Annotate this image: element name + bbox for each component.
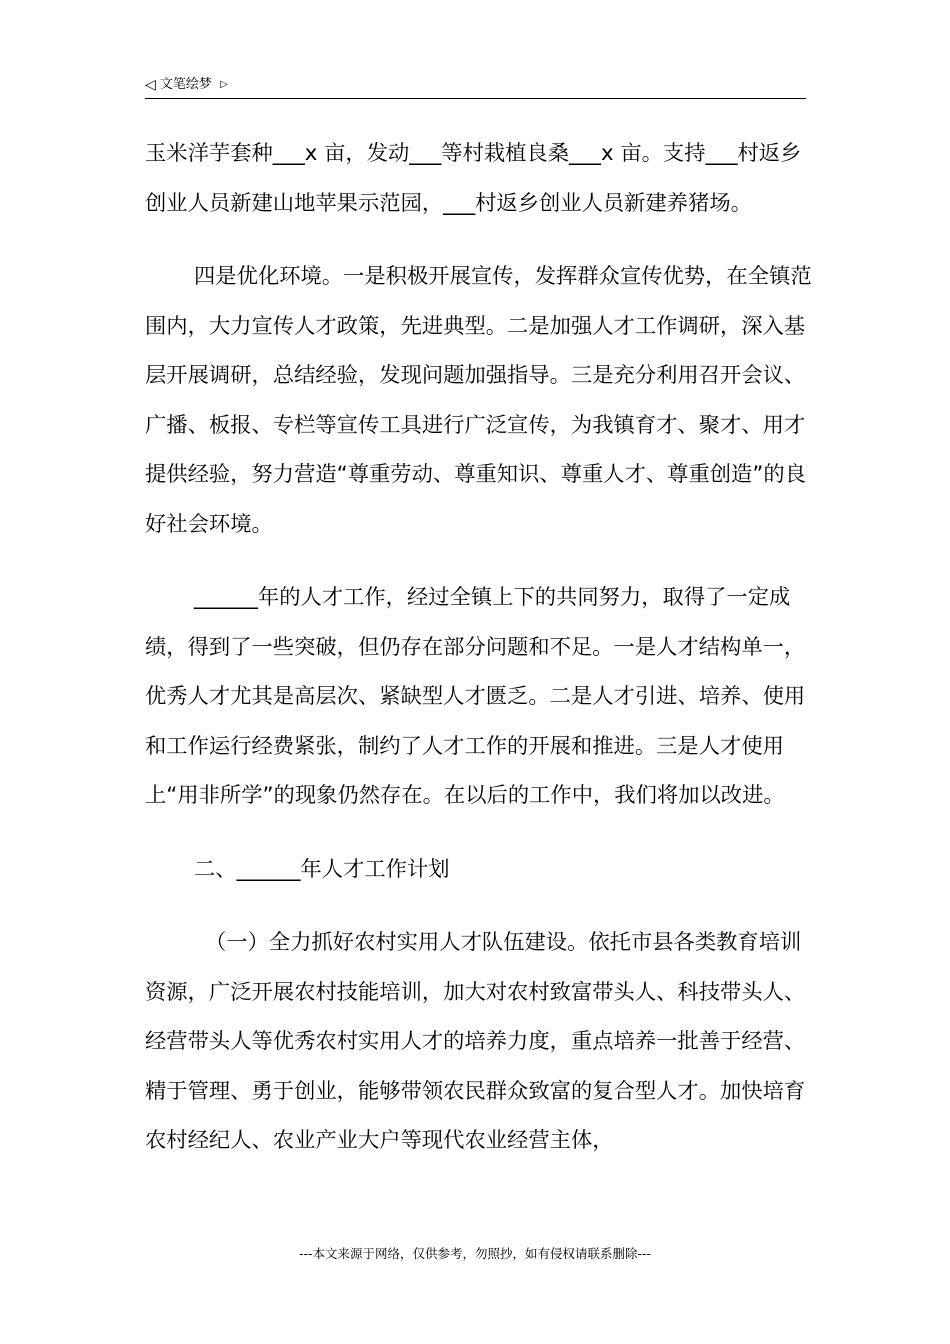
triangle-right-icon: ▷ [220, 79, 228, 90]
page-header [145, 74, 806, 99]
paragraph-rural-talent: （一）全力抓好农村实用人才队伍建设。依托市县各类教育培训资源，广泛开展农村技能培训，加大对农村致富带头人、科技带头人、经营带头人等优秀农村实用人才的培养力度，重点培养一批善于经营、精于管理、勇于创业，能够带领农民群众致富的复合型人才。加快培育农村经纪人、农业产业大户等现代农业经营主体， [145, 930, 806, 1153]
paragraph-optimize-environment: 四是优化环境。一是积极开展宣传，发挥群众宣传优势，在全镇范围内，大力宣传人才政策，先进典型。二是加强人才工作调研，深入基层开展调研，总结经验，发现问题加强指导。三是充分利用召开会议、广播、板报、专栏等宣传工具进行广泛宣传，为我镇育才、聚才、用才提供经验，努力营造“尊重劳动、尊重知识、尊重人才、尊重创造”的良好社会环境。 [145, 264, 812, 537]
paragraph-continuation: 玉米洋芋套种___x 亩，发动___等村栽植良桑___x 亩。支持___村返乡创业人员新建山地苹果示范园，___村返乡创业人员新建养猪场。 [145, 141, 802, 216]
document-body [145, 129, 817, 1166]
triangle-left-icon: ◁ [145, 77, 156, 93]
section-heading-plan: 二、______年人才工作计划 [194, 856, 450, 882]
page-footer: ---本文来源于网络，仅供参考，勿照抄，如有侵权请联系删除--- [298, 1246, 652, 1261]
paragraph-summary: ______年的人才工作，经过全镇上下的共同努力，取得了一定成绩，得到了一些突破，但仍存在部分问题和不足。一是人才结构单一，优秀人才尤其是高层次、紧缺型人才匮乏。二是人才引进、培养、使用和工作运行经费紧张，制约了人才工作的开展和推进。三是人才使用上“用非所学”的现象仍然存在。在以后的工作中，我们将加以改进。 [145, 585, 806, 808]
header-title: 文笔绘梦 [159, 77, 212, 92]
